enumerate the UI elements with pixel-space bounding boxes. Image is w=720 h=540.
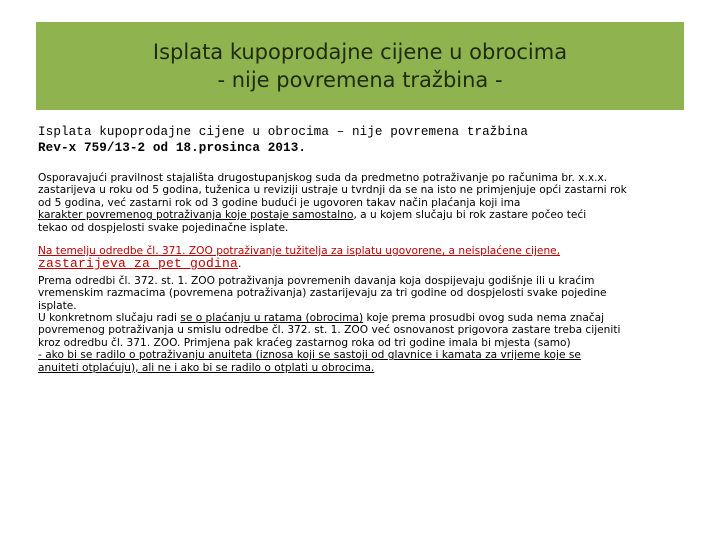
underlined-line: anuiteti otplaćuju), ali ne i ako bi se radilo o otplati u obrocima. <box>38 361 375 374</box>
text-line: Prema odredbi čl. 372. st. 1. ZOO potraživanja povremenih davanja koja dospijevaju godišnje ili u kraćim <box>38 274 595 287</box>
underlined-phrase: karakter povremenog potraživanja koje postaje samostalno <box>38 209 354 222</box>
text-line: od 5 godina, već zastarni rok od 3 godine budući je ugovoren takav način plaćanja koji ima <box>38 196 521 209</box>
highlighted-phrase: zastarijeva za pet godina <box>38 256 239 272</box>
underlined-phrase: se o plaćanju u ratama (obrocima) <box>180 312 364 325</box>
text-line: isplate. <box>38 299 77 312</box>
title-banner <box>36 22 684 110</box>
case-reference: Rev-x 759/13-2 od 18.prosinca 2013. <box>38 141 307 155</box>
text-line: zastarijeva za pet godina. <box>38 256 242 272</box>
text-line: kroz odredbu čl. 371. ZOO. Primjena pak kraćeg zastarnog roka od tri godine imala bi mjesta (samo) <box>38 336 571 349</box>
text-line: zastarijeva u roku od 5 godina, tuženica u reviziji ustraje u tvrdnji da se na isto ne primjenjuje opći zastarni rok <box>38 184 627 197</box>
text-line: povremenog potraživanja u smislu odredbe čl. 372. st. 1. ZOO već osnovanost prigovora zastare treba cijeniti <box>38 324 621 337</box>
case-heading <box>38 124 688 156</box>
text-line: Osporavajući pravilnost stajališta drugostupanjskog suda da predmetno potraživanje po računima br. x.x.x. <box>38 172 608 184</box>
paragraph-statute-372 <box>38 275 688 374</box>
slide-body <box>38 124 688 374</box>
paragraph-statute-371 <box>38 245 688 271</box>
title-line-2: - nije povremena tražbina - <box>217 68 503 92</box>
text-line: karakter povremenog potraživanja koje postaje samostalno, a u kojem slučaju bi rok zastare počeo teći <box>38 209 587 222</box>
highlighted-line: Na temelju odredbe čl. 371. ZOO potraživanje tužitelja za isplatu ugovorene, a neisplaćene cijene, <box>38 245 561 258</box>
case-heading-title: Isplata kupoprodajne cijene u obrocima – nije povremena tražbina <box>38 125 529 139</box>
text-line: vremenskim razmacima (povremena potraživanja) zastarijevaju za tri godine od dospjelosti svake pojedine <box>38 287 607 300</box>
underlined-line: - ako bi se radilo o potraživanju anuiteta (iznosa koji se sastoji od glavnice i kamata za vrijeme koje se <box>38 349 581 362</box>
text-line: tekao od dospjelosti svake pojedinačne isplate. <box>38 221 289 234</box>
paragraph-appeal <box>38 172 688 234</box>
text-line: U konkretnom slučaju radi se o plaćanju u ratama (obrocima) koje prema prosudbi ovog suda nema značaj <box>38 312 605 325</box>
title-line-1: Isplata kupoprodajne cijene u obrocima <box>152 40 568 64</box>
